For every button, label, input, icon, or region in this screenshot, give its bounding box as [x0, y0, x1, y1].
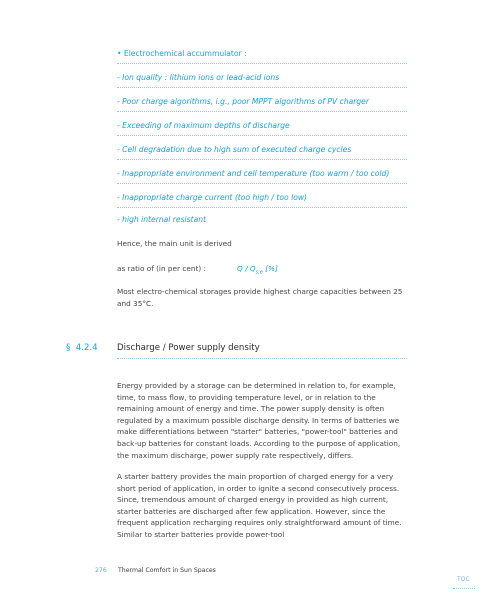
divider — [117, 135, 407, 136]
divider — [117, 111, 407, 112]
storage-text: Most electro-chemical storages provide highest charge capacities between 25 and 35°C. — [117, 287, 403, 308]
ratio-label: as ratio of (in per cent) : — [117, 264, 206, 273]
divider — [117, 87, 407, 88]
toc-link[interactable]: TOC — [457, 576, 470, 583]
divider — [117, 63, 407, 64]
section-number: § 4.2.4 — [66, 343, 98, 353]
ratio-formula: Q / $Q_{s,e}$ [%] — [237, 264, 278, 276]
book-title: Thermal Comfort in Sun Spaces — [118, 567, 216, 574]
page-number: 276 — [95, 567, 107, 574]
hence-text: Hence, the main unit is derived — [117, 239, 232, 248]
paragraph: A starter battery provides the main proportion of charged energy for a very short period of application, in order to ignite a second consecutively process. Since, tremendous amount of charged energy in provided as high current, starter batteries are discharged after few application. However, since the frequent application recharging requires only straightforward amount of time. Similar to starter batteries provide power-tool — [117, 472, 402, 539]
list-item: - Inappropriate charge current (too high / too low) — [117, 193, 308, 202]
list-item: - Inappropriate environment and cell temperature (too warm / too cold) — [117, 169, 390, 178]
section-title: Discharge / Power supply density — [117, 343, 260, 353]
divider — [117, 183, 407, 184]
list-header: • Electrochemical accummulator : — [117, 49, 247, 58]
paragraph: Energy provided by a storage can be determined in relation to, for example, time, to mass flow, to providing temperature level, or in relation to the remaining amount of energy and time. The power supply density is often regulated by a maximum possible discharge density. In terms of batteries we make differentiations between "starter" batteries, "power-tool" batteries and back-up batteries for constant loads. According to the purpose of application, the maximum discharge, power supply rate respectively, differs. — [117, 381, 401, 460]
toc-underline — [453, 588, 475, 589]
section-divider — [117, 358, 407, 359]
list-item: - Poor charge algorithms, i.g., poor MPPT algorithms of PV charger — [117, 97, 369, 106]
divider — [117, 207, 407, 208]
list-item: - Ion quality : lithium ions or lead-acid ions — [117, 73, 280, 82]
list-item: - high internal resistant — [117, 215, 207, 224]
list-item: - Cell degradation due to high sum of executed charge cycles — [117, 145, 352, 154]
divider — [117, 159, 407, 160]
list-item: - Exceeding of maximum depths of discharge — [117, 121, 290, 130]
